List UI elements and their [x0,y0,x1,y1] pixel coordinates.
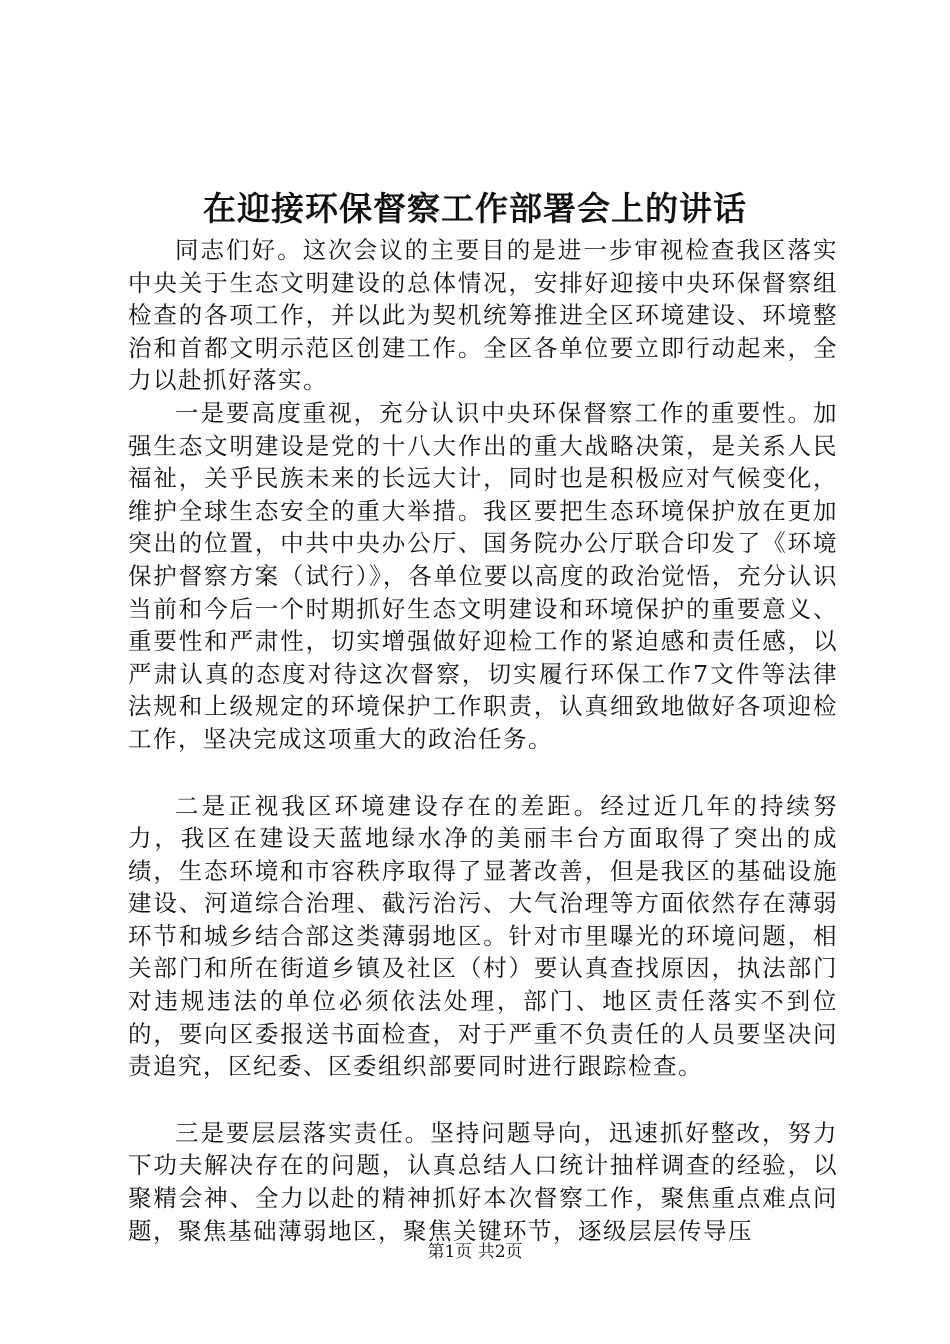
paragraph-point-two: 二是正视我区环境建设存在的差距。经过近几年的持续努力，我区在建设天蓝地绿水净的美丽丰台方面取得了突出的成绩，生态环境和市容秩序取得了显著改善，但是我区的基础设施建设、河道综合治理、截污治污、大气治理等方面依然存在薄弱环节和城乡结合部这类薄弱地区。针对市里曝光的环境问题，相关部门和所在街道乡镇及社区（村）要认真查找原因，执法部门对违规违法的单位必须依法处理，部门、地区责任落实不到位的，要向区委报送书面检查，对于严重不负责任的人员要坚决问责追究，区纪委、区委组织部要同时进行跟踪检查。 [128,791,838,1081]
paragraph-point-one: 一是要高度重视，充分认识中央环保督察工作的重要性。加强生态文明建设是党的十八大作出的重大战略决策，是关系人民福祉，关乎民族未来的长远大计，同时也是积极应对气候变化，维护全球生态安全的重大举措。我区要把生态环境保护放在更加突出的位置，中共中央办公厅、国务院办公厅联合印发了《环境保护督察方案（试行）》，各单位要以高度的政治觉悟，充分认识当前和今后一个时期抓好生态文明建设和环境保护的重要意义、重要性和严肃性，切实增强做好迎检工作的紧迫感和责任感，以严肃认真的态度对待这次督察，切实履行环保工作7文件等法律法规和上级规定的环境保护工作职责，认真细致地做好各项迎检工作，坚决完成这项重大的政治任务。 [128,398,838,753]
paragraph-opening: 同志们好。这次会议的主要目的是进一步审视检查我区落实中央关于生态文明建设的总体情况，安排好迎接中央环保督察组检查的各项工作，并以此为契机统筹推进全区环境建设、环境整治和首都文明示范区创建工作。全区各单位要立即行动起来，全力以赴抓好落实。 [128,236,838,395]
document-title: 在迎接环保督察工作部署会上的讲话 [203,189,747,228]
document-body [128,234,838,1247]
page-number-footer: 第1页 共2页 [427,1242,523,1262]
paragraph-point-three: 三是要层层落实责任。坚持问题导向，迅速抓好整改，努力下功夫解决存在的问题，认真总结人口统计抽样调查的经验，以聚精会神、全力以赴的精神抓好本次督察工作，聚焦重点难点问题，聚焦基础薄弱地区，聚焦关键环节，逐级层层传导压 [128,1118,838,1245]
